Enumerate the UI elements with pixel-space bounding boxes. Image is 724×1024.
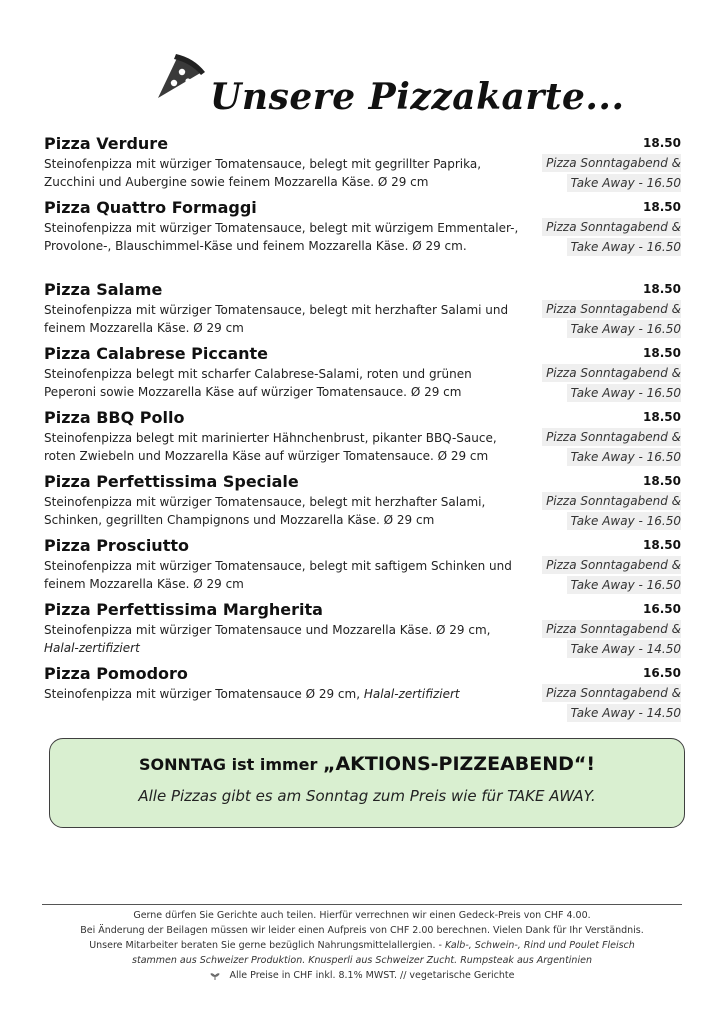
alt-price-label: Pizza Sonntagabend & [542, 684, 681, 702]
item-description [44, 219, 524, 255]
promo-headline [50, 753, 684, 775]
item-name: Pizza Perfettissima Margherita [44, 600, 323, 619]
item-price: 18.50 [643, 200, 681, 214]
item-description [44, 493, 524, 529]
menu-item [44, 280, 684, 337]
promo-subtext: Alle Pizzas gibt es am Sonntag zum Preis wie für TAKE AWAY. [138, 787, 596, 805]
footer-text: Alle Preise in CHF inkl. 8.1% MWST. // vegetarische Gerichte [229, 970, 515, 981]
item-name: Pizza Prosciutto [44, 536, 189, 555]
item-desc-text: Steinofenpizza mit würziger Tomatensauce, belegt mit würzigem Emmentaler-, Provolone-, Blauschimmel-Käse und feinem Mozzarella Käse. Ø 29 cm. [44, 221, 519, 253]
item-desc-text: Steinofenpizza mit würziger Tomatensauce, belegt mit herzhafter Salami, Schinken, gegrillten Champignons und Mozzarella Käse. Ø 29 cm [44, 495, 486, 527]
price-column [511, 536, 681, 594]
footer-line [40, 968, 684, 983]
item-desc-text: Steinofenpizza mit würziger Tomatensauce Ø 29 cm, [44, 687, 364, 701]
menu-item [44, 472, 684, 529]
item-desc-text: Steinofenpizza mit würziger Tomatensauce, belegt mit saftigem Schinken und feinem Mozzarella Käse. Ø 29 cm [44, 559, 512, 591]
alt-price-value: Take Away - 16.50 [567, 174, 681, 192]
item-name: Pizza BBQ Pollo [44, 408, 185, 427]
leaf-icon [210, 971, 220, 981]
alt-price-label: Pizza Sonntagabend & [542, 364, 681, 382]
price-column [511, 344, 681, 402]
item-name: Pizza Quattro Formaggi [44, 198, 257, 217]
alt-price-label: Pizza Sonntagabend & [542, 300, 681, 318]
footer-divider [42, 904, 682, 905]
price-column [511, 134, 681, 192]
item-desc-text: Steinofenpizza belegt mit scharfer Calabrese-Salami, roten und grünen Peperoni sowie Mozzarella Käse auf würziger Tomatensauce. Ø 29 cm [44, 367, 472, 399]
item-price: 18.50 [643, 474, 681, 488]
item-desc-text: Steinofenpizza mit würziger Tomatensauce, belegt mit herzhafter Salami und feinem Mozzarella Käse. Ø 29 cm [44, 303, 509, 335]
promo-box [49, 738, 685, 828]
price-column [511, 600, 681, 658]
item-description [44, 429, 524, 465]
item-name: Pizza Perfettissima Speciale [44, 472, 299, 491]
alt-price-value: Take Away - 16.50 [567, 238, 681, 256]
price-column [511, 472, 681, 530]
price-column [511, 280, 681, 338]
alt-price-value: Take Away - 16.50 [567, 512, 681, 530]
menu-item [44, 408, 684, 465]
footer-text: Unsere Mitarbeiter beraten Sie gerne bezüglich Nahrungsmittelallergien. - [89, 940, 445, 951]
menu-item [44, 600, 684, 657]
alt-price-label: Pizza Sonntagabend & [542, 154, 681, 172]
menu-item [44, 664, 684, 720]
footer-text-italic: Kalb-, Schwein-, Rind und Poulet Fleisch [444, 940, 635, 951]
price-column [511, 408, 681, 466]
footer-line [40, 938, 684, 953]
item-description [44, 621, 524, 657]
item-price: 18.50 [643, 282, 681, 296]
alt-price-label: Pizza Sonntagabend & [542, 556, 681, 574]
menu-item [44, 198, 684, 255]
item-description [44, 155, 524, 191]
alt-price-value: Take Away - 16.50 [567, 448, 681, 466]
menu-item [44, 344, 684, 401]
item-name: Pizza Pomodoro [44, 664, 188, 683]
item-name: Pizza Verdure [44, 134, 169, 153]
item-price: 18.50 [643, 410, 681, 424]
item-price: 16.50 [643, 602, 681, 616]
item-description [44, 301, 524, 337]
item-price: 18.50 [643, 346, 681, 360]
promo-prefix: SONNTAG ist immer [138, 755, 323, 774]
price-column [511, 664, 681, 722]
pizza-slice-icon [152, 50, 206, 104]
alt-price-value: Take Away - 16.50 [567, 384, 681, 402]
alt-price-label: Pizza Sonntagabend & [542, 428, 681, 446]
item-price: 18.50 [643, 136, 681, 150]
halal-note: Halal-zertifiziert [363, 687, 460, 701]
footer-line: Gerne dürfen Sie Gerichte auch teilen. Hierfür verrechnen wir einen Gedeck-Preis von CHF 4.00. [133, 910, 591, 921]
item-price: 16.50 [643, 666, 681, 680]
page-title: Unsere Pizzakarte... [210, 76, 625, 118]
item-price: 18.50 [643, 538, 681, 552]
alt-price-value: Take Away - 16.50 [567, 576, 681, 594]
footer-notes [40, 908, 684, 983]
item-name: Pizza Calabrese Piccante [44, 344, 269, 363]
menu-header [152, 48, 625, 128]
alt-price-value: Take Away - 14.50 [567, 704, 681, 722]
promo-suffix: ! [586, 753, 596, 775]
alt-price-label: Pizza Sonntagabend & [542, 620, 681, 638]
item-desc-text: Steinofenpizza belegt mit marinierter Hähnchenbrust, pikanter BBQ-Sauce, roten Zwiebeln und Mozzarella Käse auf würziger Tomatensauce. Ø 29 cm [44, 431, 497, 463]
price-column [511, 198, 681, 256]
halal-note: Halal-zertifiziert [44, 641, 140, 655]
promo-highlight: „AKTIONS-PIZZEABEND“ [322, 753, 587, 775]
item-desc-text: Steinofenpizza mit würziger Tomatensauce, belegt mit gegrillter Paprika, Zucchini und Aubergine sowie feinem Mozzarella Käse. Ø 29 cm [44, 157, 482, 189]
item-name: Pizza Salame [44, 280, 163, 299]
menu-item [44, 134, 684, 191]
alt-price-label: Pizza Sonntagabend & [542, 492, 681, 510]
item-description [44, 365, 524, 401]
alt-price-value: Take Away - 14.50 [567, 640, 681, 658]
alt-price-value: Take Away - 16.50 [567, 320, 681, 338]
item-description [44, 557, 524, 593]
item-description [44, 685, 524, 703]
alt-price-label: Pizza Sonntagabend & [542, 218, 681, 236]
item-desc-text: Steinofenpizza mit würziger Tomatensauce und Mozzarella Käse. Ø 29 cm, [44, 623, 491, 637]
footer-line: stammen aus Schweizer Produktion. Knusperli aus Schweizer Zucht. Rumpsteak aus Argentinien [132, 955, 592, 966]
menu-item [44, 536, 684, 593]
footer-line: Bei Änderung der Beilagen müssen wir leider einen Aufpreis von CHF 2.00 berechnen. Vielen Dank für Ihr Verständnis. [80, 925, 644, 936]
